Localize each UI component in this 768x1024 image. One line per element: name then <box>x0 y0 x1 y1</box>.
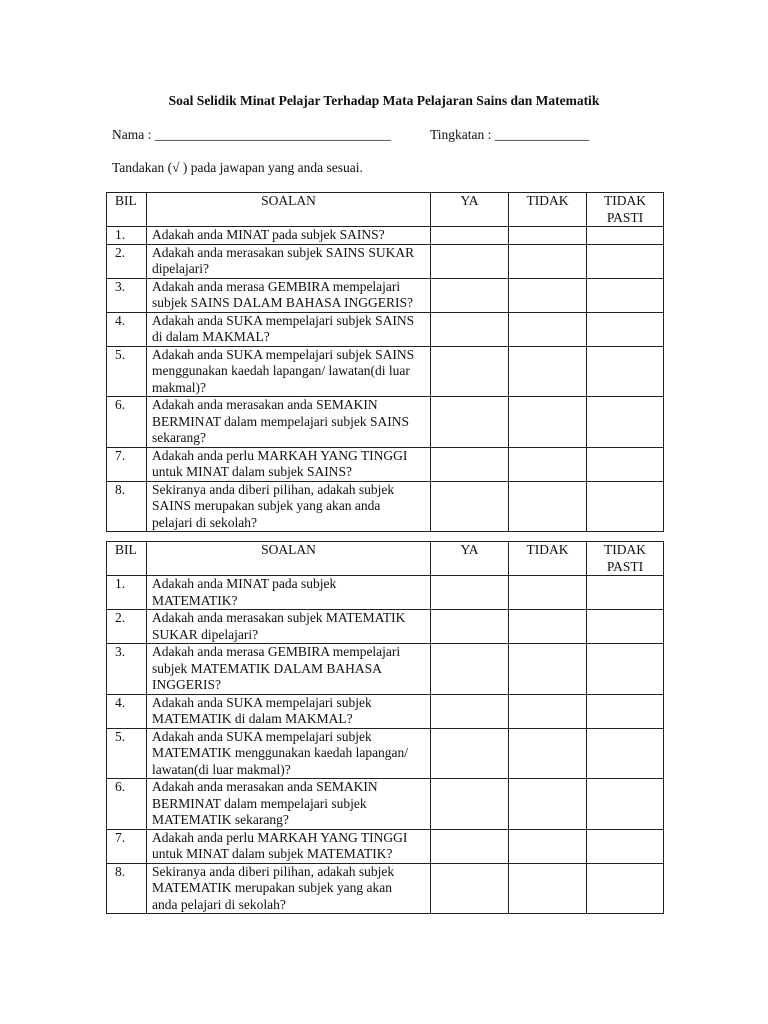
question-text <box>147 227 431 245</box>
answer-cell-ya[interactable] <box>431 694 509 728</box>
question-line: Adakah anda MINAT pada subjek <box>152 576 337 591</box>
question-line: dipelajari? <box>152 261 209 276</box>
answer-cell-tidak-pasti[interactable] <box>587 644 664 695</box>
question-line: makmal)? <box>152 379 206 395</box>
answer-cell-tidak[interactable] <box>509 728 587 779</box>
answer-cell-tidak-pasti[interactable] <box>587 312 664 346</box>
question-row <box>107 312 664 346</box>
question-line: anda pelajari di sekolah? <box>152 896 286 912</box>
question-line: Adakah anda SUKA mempelajari subjek SAINS <box>152 346 415 362</box>
question-line: di dalam MAKMAL? <box>152 329 270 344</box>
question-row <box>107 829 664 863</box>
question-line: Adakah anda merasa GEMBIRA mempelajari <box>152 278 401 294</box>
question-text <box>147 312 431 346</box>
answer-cell-tidak-pasti[interactable] <box>587 278 664 312</box>
answer-cell-ya[interactable] <box>431 779 509 830</box>
question-number: 4. <box>107 694 147 728</box>
answer-cell-tidak-pasti[interactable] <box>587 829 664 863</box>
answer-cell-tidak-pasti[interactable] <box>587 447 664 481</box>
answer-cell-tidak-pasti[interactable] <box>587 397 664 448</box>
question-line: BERMINAT dalam mempelajari subjek <box>152 795 367 811</box>
answer-cell-tidak-pasti[interactable] <box>587 610 664 644</box>
question-line: Adakah anda perlu MARKAH YANG TINGGI <box>152 829 408 845</box>
question-line: MATEMATIK menggunakan kaedah lapangan/ <box>152 745 409 760</box>
answer-cell-ya[interactable] <box>431 346 509 397</box>
question-row <box>107 863 664 914</box>
matematik-table <box>106 541 664 914</box>
answer-cell-ya[interactable] <box>431 244 509 278</box>
answer-cell-ya[interactable] <box>431 312 509 346</box>
answer-cell-tidak[interactable] <box>509 244 587 278</box>
question-text <box>147 644 431 695</box>
answer-cell-tidak-pasti[interactable] <box>587 244 664 278</box>
answer-cell-tidak[interactable] <box>509 863 587 914</box>
answer-cell-ya[interactable] <box>431 829 509 863</box>
question-line: Adakah anda perlu MARKAH YANG TINGGI <box>152 447 408 463</box>
question-line: Adakah anda merasakan subjek MATEMATIK <box>152 610 406 625</box>
sains-table <box>106 192 664 532</box>
question-line: SUKAR dipelajari? <box>152 626 259 642</box>
question-line: menggunakan kaedah lapangan/ lawatan(di luar <box>152 363 410 378</box>
question-number: 2. <box>107 610 147 644</box>
question-number: 2. <box>107 244 147 278</box>
answer-cell-ya[interactable] <box>431 576 509 610</box>
question-number: 1. <box>107 227 147 245</box>
question-line: MATEMATIK di dalam MAKMAL? <box>152 711 353 726</box>
answer-cell-ya[interactable] <box>431 397 509 448</box>
question-line: Adakah anda SUKA mempelajari subjek <box>152 728 372 744</box>
question-text <box>147 278 431 312</box>
question-line: Adakah anda merasakan subjek SAINS SUKAR <box>152 244 415 260</box>
answer-cell-tidak-pasti[interactable] <box>587 346 664 397</box>
answer-cell-tidak[interactable] <box>509 576 587 610</box>
question-text <box>147 576 431 610</box>
answer-cell-tidak-pasti[interactable] <box>587 694 664 728</box>
question-line: Sekiranya anda diberi pilihan, adakah subjek <box>152 481 395 497</box>
question-number: 6. <box>107 779 147 830</box>
question-text <box>147 397 431 448</box>
question-text <box>147 447 431 481</box>
header-ya: YA <box>431 193 509 227</box>
header-tidak: TIDAK <box>509 193 587 227</box>
answer-cell-ya[interactable] <box>431 447 509 481</box>
question-line: Adakah anda merasakan anda SEMAKIN <box>152 397 378 412</box>
question-text <box>147 863 431 914</box>
question-line: lawatan(di luar makmal)? <box>152 761 291 777</box>
question-row <box>107 244 664 278</box>
question-number: 7. <box>107 447 147 481</box>
answer-cell-tidak[interactable] <box>509 694 587 728</box>
tingkatan-field[interactable]: Tingkatan : ______________ <box>430 127 590 142</box>
question-number: 1. <box>107 576 147 610</box>
header-bil: BIL <box>107 542 147 576</box>
question-text <box>147 694 431 728</box>
answer-cell-ya[interactable] <box>431 644 509 695</box>
answer-cell-tidak[interactable] <box>509 829 587 863</box>
question-line: MATEMATIK? <box>152 592 238 608</box>
answer-cell-tidak-pasti[interactable] <box>587 576 664 610</box>
question-row <box>107 779 664 830</box>
question-number: 8. <box>107 481 147 532</box>
answer-cell-ya[interactable] <box>431 610 509 644</box>
question-line: pelajari di sekolah? <box>152 514 257 530</box>
answer-cell-ya[interactable] <box>431 863 509 914</box>
answer-cell-tidak[interactable] <box>509 610 587 644</box>
question-row <box>107 728 664 779</box>
question-text <box>147 610 431 644</box>
question-number: 8. <box>107 863 147 914</box>
header-tidak-pasti: TIDAK PASTI <box>587 193 664 227</box>
question-row <box>107 644 664 695</box>
question-text <box>147 779 431 830</box>
question-row <box>107 278 664 312</box>
question-line: untuk MINAT dalam subjek MATEMATIK? <box>152 846 393 861</box>
question-text <box>147 346 431 397</box>
header-tidak-pasti: TIDAK PASTI <box>587 542 664 576</box>
question-line: Adakah anda merasa GEMBIRA mempelajari <box>152 644 401 659</box>
answer-cell-tidak[interactable] <box>509 312 587 346</box>
answer-cell-tidak-pasti[interactable] <box>587 779 664 830</box>
header-tidak: TIDAK <box>509 542 587 576</box>
question-row <box>107 397 664 448</box>
question-line: SAINS merupakan subjek yang akan anda <box>152 498 381 513</box>
answer-cell-tidak[interactable] <box>509 397 587 448</box>
question-line: sekarang? <box>152 430 206 445</box>
question-line: MATEMATIK merupakan subjek yang akan <box>152 880 392 895</box>
question-line: INGGERIS? <box>152 677 221 692</box>
question-number: 6. <box>107 397 147 448</box>
answer-cell-tidak-pasti[interactable] <box>587 863 664 914</box>
question-line: subjek SAINS DALAM BAHASA INGGERIS? <box>152 295 414 310</box>
question-line: Adakah anda MINAT pada subjek SAINS? <box>152 227 385 242</box>
question-text <box>147 829 431 863</box>
answer-cell-ya[interactable] <box>431 728 509 779</box>
question-line: Adakah anda SUKA mempelajari subjek SAINS <box>152 312 415 328</box>
question-row <box>107 481 664 532</box>
header-soalan: SOALAN <box>147 542 431 576</box>
question-number: 3. <box>107 644 147 695</box>
instruction-text: Tandakan (√ ) pada jawapan yang anda sesuai. <box>112 160 363 175</box>
answer-cell-ya[interactable] <box>431 481 509 532</box>
question-text <box>147 728 431 779</box>
question-row <box>107 447 664 481</box>
question-number: 4. <box>107 312 147 346</box>
question-row <box>107 346 664 397</box>
answer-cell-tidak-pasti[interactable] <box>587 728 664 779</box>
question-number: 7. <box>107 829 147 863</box>
question-text <box>147 244 431 278</box>
question-line: Adakah anda SUKA mempelajari subjek <box>152 694 372 710</box>
question-row <box>107 610 664 644</box>
question-row <box>107 576 664 610</box>
answer-cell-tidak[interactable] <box>509 227 587 245</box>
question-row <box>107 227 664 245</box>
answer-cell-tidak-pasti[interactable] <box>587 481 664 532</box>
question-line: MATEMATIK sekarang? <box>152 812 289 827</box>
question-line: BERMINAT dalam mempelajari subjek SAINS <box>152 413 409 429</box>
answer-cell-ya[interactable] <box>431 227 509 245</box>
question-number: 5. <box>107 346 147 397</box>
question-number: 3. <box>107 278 147 312</box>
answer-cell-tidak[interactable] <box>509 779 587 830</box>
document-title: Soal Selidik Minat Pelajar Terhadap Mata Pelajaran Sains dan Matematik <box>168 93 600 108</box>
answer-cell-ya[interactable] <box>431 278 509 312</box>
answer-cell-tidak[interactable] <box>509 644 587 695</box>
question-row <box>107 694 664 728</box>
question-line: untuk MINAT dalam subjek SAINS? <box>152 464 352 479</box>
answer-cell-tidak[interactable] <box>509 278 587 312</box>
header-soalan: SOALAN <box>147 193 431 227</box>
nama-field[interactable]: Nama : ___________________________________ <box>112 127 391 142</box>
question-number: 5. <box>107 728 147 779</box>
question-line: Adakah anda merasakan anda SEMAKIN <box>152 779 378 794</box>
question-line: Sekiranya anda diberi pilihan, adakah subjek <box>152 863 395 879</box>
answer-cell-tidak[interactable] <box>509 447 587 481</box>
header-bil: BIL <box>107 193 147 227</box>
answer-cell-tidak-pasti[interactable] <box>587 227 664 245</box>
question-line: subjek MATEMATIK DALAM BAHASA <box>152 660 382 676</box>
question-text <box>147 481 431 532</box>
answer-cell-tidak[interactable] <box>509 481 587 532</box>
answer-cell-tidak[interactable] <box>509 346 587 397</box>
header-ya: YA <box>431 542 509 576</box>
